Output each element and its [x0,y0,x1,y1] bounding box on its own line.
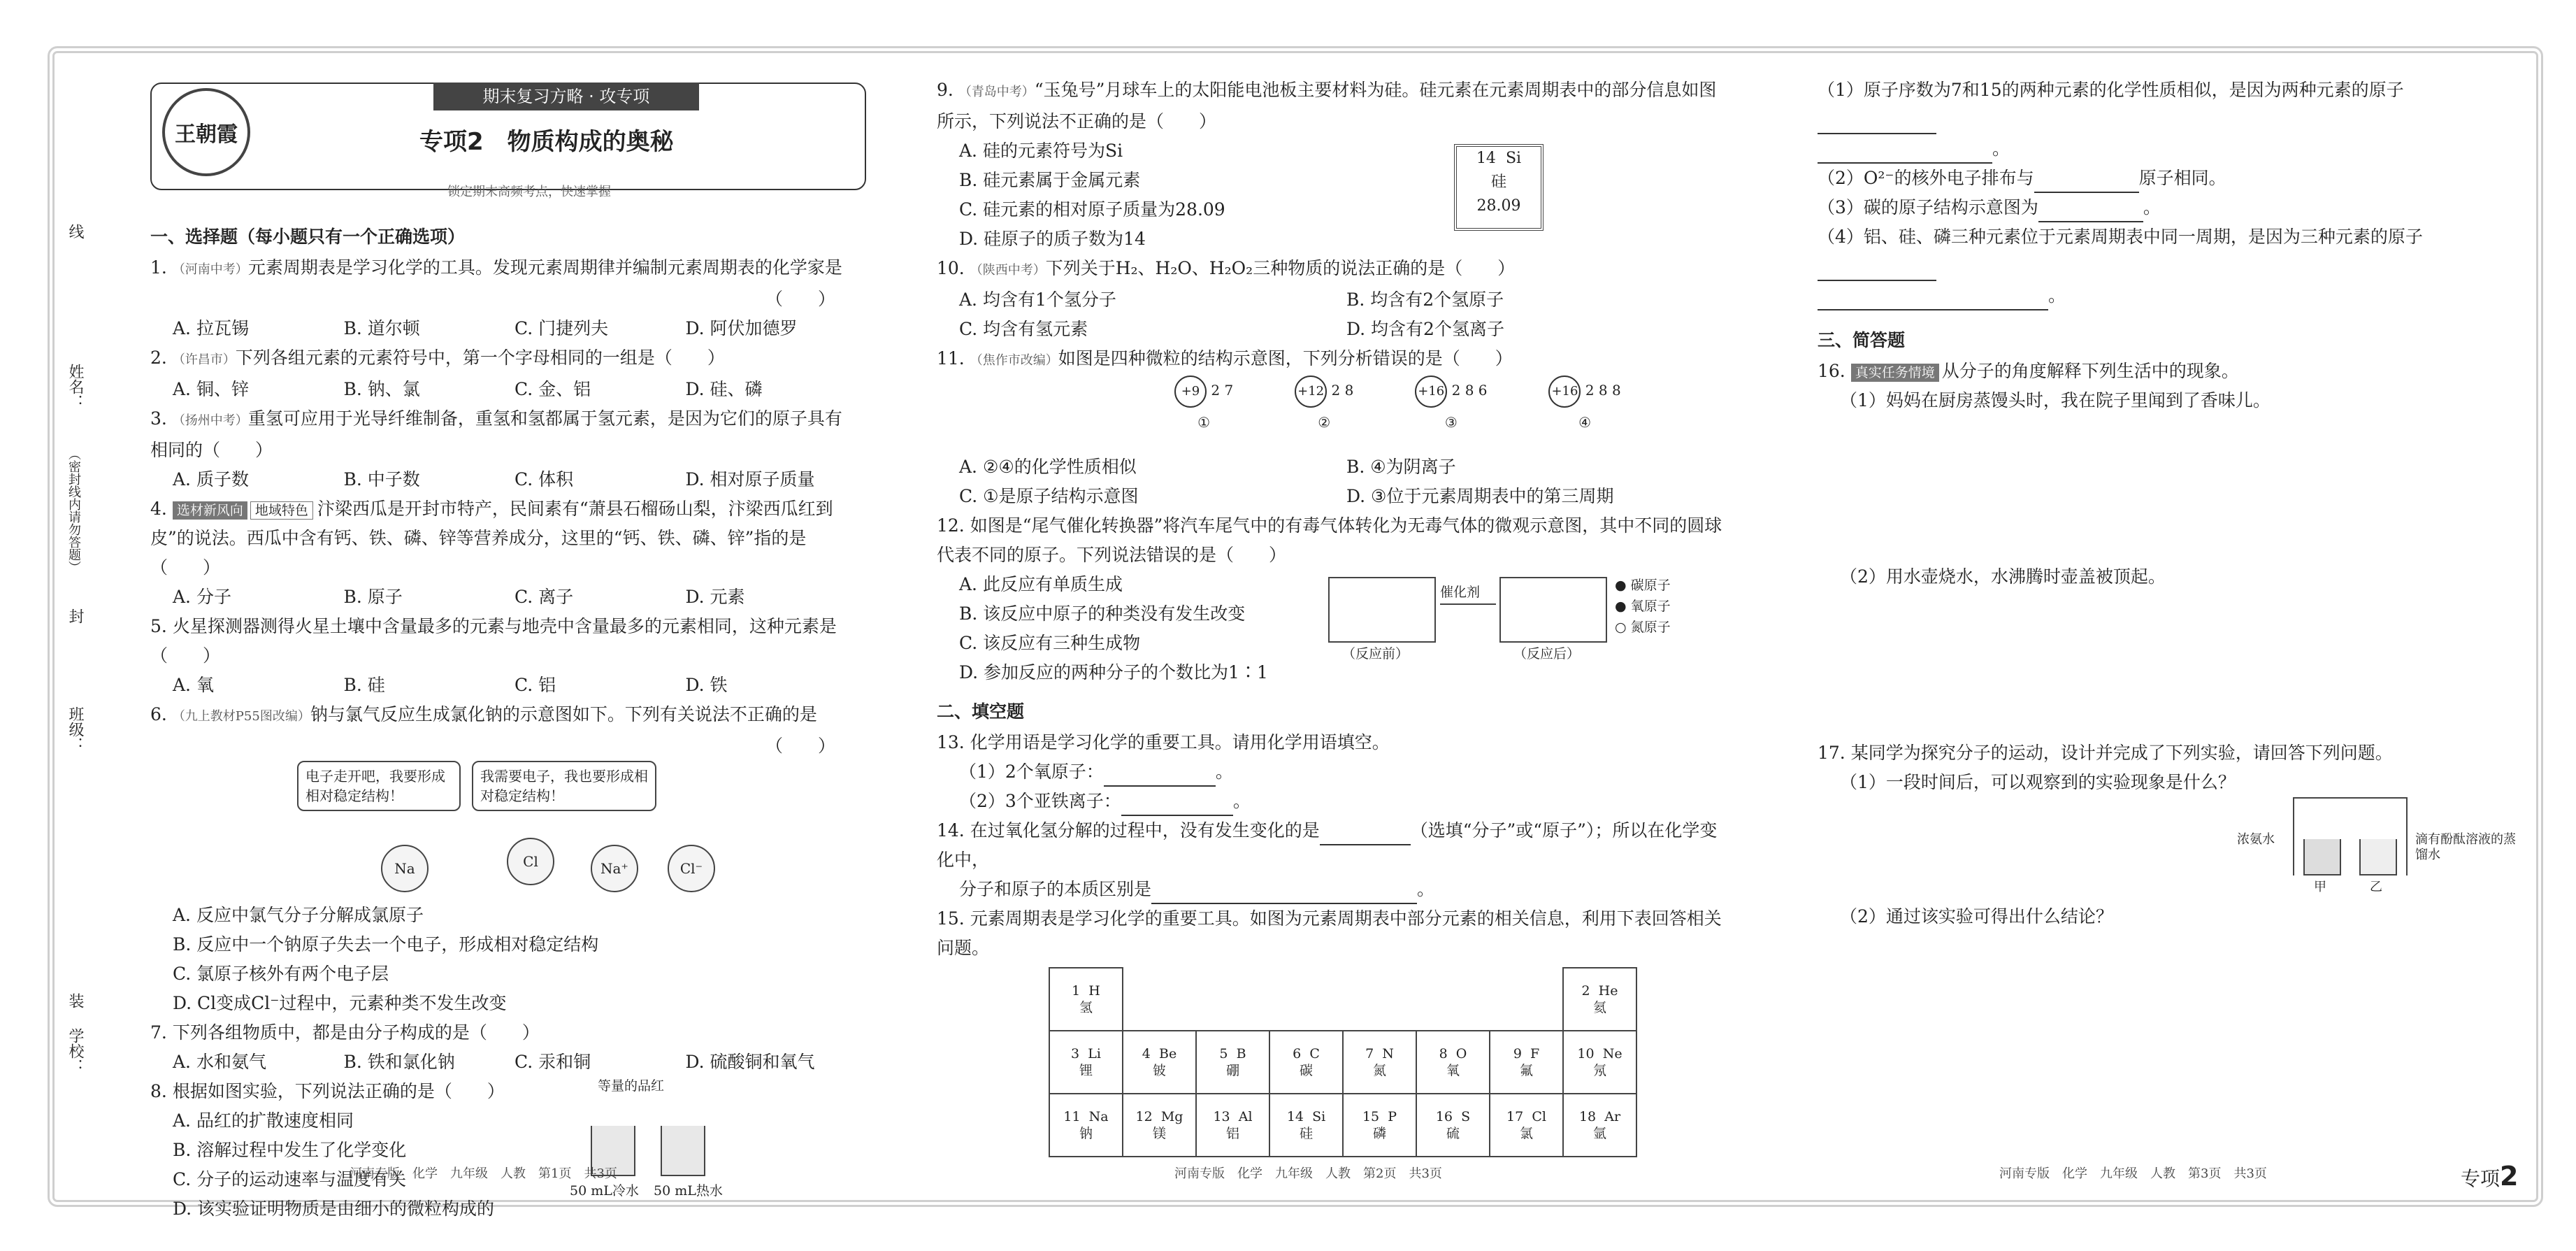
q4-option-a[interactable]: A. 分子 [173,587,231,607]
q6-option-a[interactable]: A. 反应中氯气分子分解成氯原子 [173,905,424,925]
q16-sub1: （1）妈妈在厨房蒸馒头时，我在院子里闻到了香味儿。 [1840,390,2271,410]
q17-block [1818,797,2517,902]
q6-atom-na-ion: Na⁺ [591,845,638,892]
catalyst-label: 催化剂 [1440,585,1481,600]
footer-page-1: 河南专版 化学 九年级 人教 第1页 共3页 [350,1166,617,1181]
q13-answer-1[interactable] [1104,766,1216,787]
q6-option-b[interactable]: B. 反应中一个钠原子失去一个电子，形成相对稳定结构 [173,934,599,955]
pt-cell-na: 11 Na 钠 [1049,1094,1123,1157]
pt-cell-ne: 10 Ne 氖 [1563,1031,1636,1094]
question-14: 14. 在过氧化氢分解的过程中，没有发生变化的是 （选填“分子”或“原子”）；所以在化学变化中， [937,820,1718,870]
q15-sub3-label: （3）碳的原子结构示意图为 [1818,197,2038,217]
q9-silicon-box [1454,144,1544,231]
si-number: 14 [1476,150,1496,167]
q8-text: 根据如图实验，下列说法正确的是（ ） [172,1081,505,1101]
struct-1-index: ① [1197,414,1211,431]
q1-bracket: （ ） [765,289,835,309]
q11-text: 如图是四种微粒的结构示意图，下列分析错误的是（ ） [1058,348,1513,369]
q10-option-d[interactable]: D. 均含有2个氢离子 [1346,319,1504,339]
q15-answer-1b[interactable] [1818,143,1992,164]
q3-option-a[interactable]: A. 质子数 [173,469,249,489]
q17-cup-b: 乙 [2370,880,2382,894]
q11-source: （焦作市改编） [970,353,1058,368]
q13-text: 化学用语是学习化学的重要工具。请用化学用语填空。 [970,732,1390,752]
question-4: 4. 选材新风向 地域特色 汴梁西瓜是开封市特产，民间素有“萧县石榴砀山梨，汴梁西瓜红到皮”的说法。西瓜中含有钙、铁、磷、锌等营养成分，这里的“钙、铁、磷、锌”指的是（ ） [150,499,833,578]
q15-sub4-label: （4）铝、硅、磷三种元素位于元素周期表中同一周期，是因为三种元素的原子 [1818,227,2423,247]
q7-options [150,1048,856,1077]
page-title: 专项2 物质构成的奥秘 [419,128,674,156]
q15-answer-4b[interactable] [1818,289,2048,310]
q1-options [150,314,856,343]
seal-note: （密封线内请勿答题） [66,448,81,573]
q10-text: 下列关于H₂、H₂O、H₂O₂三种物质的说法正确的是（ ） [1045,258,1516,278]
q3-source: （扬州中考） [172,413,248,428]
q14-line2: 分子和原子的本质区别是 。 [937,875,1734,904]
q11-options [937,452,1734,511]
legend-oxygen-label: 氧原子 [1630,599,1671,614]
seal-line-3: 装 [66,993,84,1008]
q2-option-c[interactable]: C. 金、铝 [515,379,591,399]
q12-option-a[interactable]: A. 此反应有单质生成 [959,574,1123,594]
pt-cell-mg: 12 Mg 镁 [1123,1094,1196,1157]
q12-text: 如图是“尾气催化转换器”将汽车尾气中的有毒气体转化为无毒气体的微观示意图，其中不同的圆球代表不同的原子。下列说法错误的是（ ） [937,515,1722,565]
q11-option-d[interactable]: D. ③位于元素周期表中的第三周期 [1346,486,1614,506]
q17-sub1: （1）一段时间后，可以观察到的实验现象是什么？ [1840,772,2236,792]
q8-option-a[interactable]: A. 品红的扩散速度相同 [173,1110,354,1131]
q15-answer-3[interactable] [2038,201,2143,222]
q8-option-c[interactable]: C. 分子的运动速率与温度有关 [173,1169,407,1189]
q13-answer-2[interactable] [1121,795,1233,816]
q8-figure [570,1077,744,1224]
struct-2-nucleus: +12 [1295,376,1327,408]
q2-source: （许昌市） [172,352,236,367]
q2-option-b[interactable]: B. 钠、氯 [343,379,420,399]
pt-cell-ar: 18 Ar 氩 [1563,1094,1636,1157]
q6-atom-na: Na [381,845,429,892]
q10-option-b[interactable]: B. 均含有2个氢原子 [1346,289,1504,310]
pt-cell-al: 13 Al 铝 [1196,1094,1269,1157]
q13-sub2: （2）3个亚铁离子： 。 [937,787,1734,816]
q9-text: “玉兔号”月球车上的太阳能电池板主要材料为硅。硅元素在元素周期表中的部分信息如图所示，下列说法不正确的是（ ） [937,80,1717,131]
q5-options [150,671,856,700]
struct-1-shells: 2 7 [1211,382,1234,399]
logo: 王朝霞 [162,88,250,176]
q6-bubble-2: 我需要电子，我也要形成相对稳定结构！ [472,761,656,811]
q15-sub4-line2: 。 [1818,281,2517,310]
q15-answer-2[interactable] [2034,172,2139,193]
q12-block [937,570,1734,687]
q12-option-c[interactable]: C. 该反应有三种生成物 [959,633,1141,653]
q7-text: 下列各组物质中，都是由分子构成的是（ ） [172,1022,540,1043]
q15-sub2 [1818,164,2517,193]
q3-options [150,465,856,494]
beaker-a [2303,839,2341,875]
pt-cell-f: 9 F 氟 [1490,1031,1563,1094]
q6-option-d[interactable]: D. Cl变成Cl⁻过程中，元素种类不发生改变 [173,993,507,1013]
reaction-arrow [1440,603,1496,605]
q8-cup2-label: 50 mL热水 [654,1183,723,1199]
school-label: 学校： [66,1028,84,1074]
pt-row-2 [1049,1031,1636,1094]
struct-2 [1295,376,1353,437]
q4-option-c[interactable]: C. 离子 [515,587,574,607]
question-12: 12. 如图是“尾气催化转换器”将汽车尾气中的有毒气体转化为无毒气体的微观示意图，其中不同的圆球代表不同的原子。下列说法错误的是（ ） [937,515,1722,565]
q12-options [937,570,1351,687]
q4-options [150,582,856,612]
q7-option-d[interactable]: D. 硫酸铜和氧气 [685,1052,815,1072]
q2-option-a[interactable]: A. 铜、锌 [173,379,249,399]
legend-carbon: ● 碳原子 [1615,578,1671,593]
struct-2-index: ② [1318,414,1331,431]
q4-tag-region: 地域特色 [250,501,313,520]
q8-cup1-label: 50 mL冷水 [570,1183,639,1199]
q15-sub2-label-b: 原子相同。 [2138,168,2226,188]
q15-sub3: （3）碳的原子结构示意图为 。 [1818,193,2517,222]
q3-option-d[interactable]: D. 相对原子质量 [685,469,815,489]
section-2-title: 二、填空题 [937,701,1025,722]
q17-cup-a: 甲 [2314,880,2326,894]
q6-atom-cl: Cl [507,838,554,885]
section-3-title: 三、简答题 [1818,330,1906,350]
question-9: 9. （青岛中考）“玉兔号”月球车上的太阳能电池板主要材料为硅。硅元素在元素周期表中的部分信息如图所示，下列说法不正确的是（ ） [937,80,1717,131]
q5-option-d[interactable]: D. 铁 [685,675,728,695]
q1-source: （河南中考） [172,262,248,277]
q14-text-1: 在过氧化氢分解的过程中，没有发生变化的是 [970,820,1320,841]
question-11: 11. （焦作市改编）如图是四种微粒的结构示意图，下列分析错误的是（ ） [937,348,1513,369]
q2-option-d[interactable]: D. 硅、磷 [685,379,763,399]
q17-text: 某同学为探究分子的运动，设计并完成了下列实验，请回答下列问题。 [1850,743,2393,763]
q17-figure [2237,797,2517,902]
periodic-table [1049,967,1637,1157]
struct-3-index: ③ [1444,414,1458,431]
q15-sub1-line2: 。 [1818,134,2517,164]
q7-option-a[interactable]: A. 水和氨气 [173,1052,266,1072]
q14-text-2: （选填“分子”或“原子”）；所以在化学变化中， [937,820,1718,870]
q9-options [937,136,1734,254]
pt-cell-cl: 17 Cl 氯 [1490,1094,1563,1157]
q7-option-c[interactable]: C. 汞和铜 [515,1052,591,1072]
q5-text: 火星探测器测得火星土壤中含量最多的元素与地壳中含量最多的元素相同，这种元素是（ ） [150,616,837,666]
q9-option-c[interactable]: C. 硅元素的相对原子质量为28.09 [959,199,1225,220]
q9-option-b[interactable]: B. 硅元素属于金属元素 [959,170,1141,190]
q15-sub1 [1818,76,2517,134]
question-5: 5. 火星探测器测得火星土壤中含量最多的元素与地壳中含量最多的元素相同，这种元素是（ ） [150,616,837,666]
question-16: 16. 真实任务情境 从分子的角度解释下列生活中的现象。 [1818,361,2239,381]
pt-cell-h: 1 H 氢 [1049,968,1123,1031]
column-1 [150,217,856,1224]
before-label: （反应前） [1342,646,1409,662]
q16-answer-area-2[interactable] [1818,592,2517,738]
column-3 [1818,76,2517,931]
q15-text: 元素周期表是学习化学的重要工具。如图为元素周期表中部分元素的相关信息，利用下表回答相关问题。 [937,908,1722,958]
struct-4-nucleus: +16 [1548,376,1581,408]
header-banner: 期末复习方略 · 攻专项 [433,83,699,110]
si-name: 硅 [1490,173,1506,191]
seal-line-2: 封 [66,608,84,624]
section-1-title: 一、选择题（每小题只有一个正确选项） [150,227,466,247]
q9-option-d[interactable]: D. 硅原子的质子数为14 [959,229,1146,249]
q10-option-c[interactable]: C. 均含有氢元素 [959,319,1088,339]
q13-sub1: （1）2个氧原子： 。 [937,757,1734,787]
q11-option-c[interactable]: C. ①是原子结构示意图 [959,486,1139,506]
q15-answer-1a[interactable] [1818,113,1936,134]
q10-source: （陕西中考） [970,263,1046,278]
question-17: 17. 某同学为探究分子的运动，设计并完成了下列实验，请回答下列问题。 [1818,743,2393,763]
before-box [1328,577,1436,643]
after-box [1499,577,1607,643]
question-2: 2. （许昌市）下列各组元素的元素符号中，第一个字母相同的一组是（ ） [150,348,725,368]
pt-cell-o: 8 O 氧 [1416,1031,1490,1094]
q4-option-b[interactable]: B. 原子 [343,587,403,607]
q15-sub4 [1818,222,2517,281]
question-6: 6. （九上教材P55图改编）钠与氯气反应生成氯化钠的示意图如下。下列有关说法不正确的是 [150,704,817,724]
q14-answer-2[interactable] [1151,883,1417,904]
name-label: 姓名： [66,364,84,410]
q1-text: 元素周期表是学习化学的工具。发现元素周期律并编制元素周期表的化学家是 [247,257,842,278]
footer-page-2: 河南专版 化学 九年级 人教 第2页 共3页 [1174,1166,1442,1181]
q16-text: 从分子的角度解释下列生活中的现象。 [1941,361,2239,381]
q12-figure [1328,570,1734,689]
q16-answer-area-1[interactable] [1818,415,2517,562]
pt-cell-he: 2 He 氦 [1563,968,1636,1031]
q13-sub2-label: （2）3个亚铁离子： [959,791,1121,811]
q1-option-b[interactable]: B. 道尔顿 [343,318,420,338]
q3-option-b[interactable]: B. 中子数 [343,469,420,489]
q17-sub2: （2）通过该实验可得出什么结论？ [1840,906,2113,927]
pt-cell-n: 7 N 氮 [1343,1031,1416,1094]
q9-source: （青岛中考） [958,85,1035,99]
q5-option-a[interactable]: A. 氧 [173,675,214,695]
question-8: 8. 根据如图实验，下列说法正确的是（ ） [150,1081,505,1101]
legend-nitrogen: ○ 氮原子 [1615,620,1671,635]
q3-text: 重氢可应用于光导纤维制备，重氢和氢都属于氢元素，是因为它们的原子具有相同的（ ） [150,408,842,460]
after-label: （反应后） [1513,646,1581,662]
pt-cell-p: 15 P 磷 [1343,1094,1416,1157]
q1-option-a[interactable]: A. 拉瓦锡 [173,318,249,338]
q6-bracket: （ ） [765,736,835,756]
q9-option-a[interactable]: A. 硅的元素符号为Si [959,141,1123,161]
q11-option-a[interactable]: A. ②④的化学性质相似 [959,457,1137,477]
pt-row-1 [1049,968,1636,1031]
q6-source: （九上教材P55图改编） [172,709,310,724]
q15-answer-4a[interactable] [1818,260,1936,281]
question-15: 15. 元素周期表是学习化学的重要工具。如图为元素周期表中部分元素的相关信息，利用下表回答相关问题。 [937,908,1722,958]
question-13: 13. 化学用语是学习化学的重要工具。请用化学用语填空。 [937,732,1390,752]
q4-option-d[interactable]: D. 元素 [685,587,745,607]
q8-option-d[interactable]: D. 该实验证明物质是由细小的微粒构成的 [173,1199,495,1219]
question-1: 1. （河南中考）元素周期表是学习化学的工具。发现元素周期律并编制元素周期表的化学家是 [150,257,842,278]
q6-atom-cl-ion: Cl⁻ [668,845,715,892]
pt-cell-si: 14 Si 硅 [1269,1094,1343,1157]
struct-3-nucleus: +16 [1415,376,1447,408]
pt-cell-li: 3 Li 锂 [1049,1031,1123,1094]
q1-option-d[interactable]: D. 阿伏加德罗 [685,318,798,338]
legend-carbon-label: 碳原子 [1630,578,1671,593]
q14-answer-1[interactable] [1320,824,1411,845]
corner-number: 2 [2500,1161,2519,1192]
column-2 [937,76,1734,1157]
q15-sub1-label: （1）原子序数为7和15的两种元素的化学性质相似，是因为两种元素的原子 [1818,80,2404,100]
legend-oxygen: ● 氧原子 [1615,599,1671,614]
q12-option-b[interactable]: B. 该反应中原子的种类没有发生改变 [959,603,1246,624]
q6-options [150,901,856,1018]
pt-cell-s: 16 S 硫 [1416,1094,1490,1157]
beaker-hot [661,1126,705,1176]
pt-row-3 [1049,1094,1636,1157]
page-subtitle: 锁定期末高频考点，快速掌握 [447,185,611,199]
q8-fig-label: 等量的品红 [598,1078,665,1094]
q1-option-c[interactable]: C. 门捷列夫 [515,318,609,338]
class-label: 班级： [66,706,84,752]
corner-label [2461,1161,2518,1192]
q4-text: 汴梁西瓜是开封市特产，民间素有“萧县石榴砀山梨，汴梁西瓜红到皮”的说法。西瓜中含有钙、铁、磷、锌等营养成分，这里的“钙、铁、磷、锌”指的是（ ） [150,499,833,578]
footer-page-3: 河南专版 化学 九年级 人教 第3页 共3页 [1999,1166,2267,1181]
q2-text: 下列各组元素的元素符号中，第一个字母相同的一组是（ ） [235,348,725,368]
beaker-b [2359,839,2397,875]
si-mass: 28.09 [1476,197,1521,215]
q10-options [937,285,1734,344]
q2-options [150,375,856,404]
q11-figure [937,376,1734,452]
q16-tag: 真实任务情境 [1851,364,1939,382]
q13-sub1-label: （1）2个氧原子： [959,762,1104,782]
q5-option-b[interactable]: B. 硅 [343,675,385,695]
q5-option-c[interactable]: C. 铝 [515,675,556,695]
q6-bubble-1: 电子走开吧，我要形成相对稳定结构！ [297,761,461,811]
q6-option-c[interactable]: C. 氯原子核外有两个电子层 [173,964,389,984]
q6-text: 钠与氯气反应生成氯化钠的示意图如下。下列有关说法不正确的是 [310,704,817,724]
q17-lab2: 滴有酚酞溶液的蒸馏水 [2415,832,2516,862]
struct-4-shells: 2 8 8 [1585,382,1621,399]
pt-cell-be: 4 Be 铍 [1123,1031,1196,1094]
struct-3 [1415,376,1487,437]
pt-cell-c: 6 C 碳 [1269,1031,1343,1094]
legend-nitrogen-label: 氮原子 [1630,620,1671,635]
q6-figure [150,761,856,901]
q8-option-b[interactable]: B. 溶解过程中发生了化学变化 [173,1140,407,1160]
seal-line-1: 线 [66,224,84,239]
question-7: 7. 下列各组物质中，都是由分子构成的是（ ） [150,1022,540,1043]
question-10: 10. （陕西中考）下列关于H₂、H₂O、H₂O₂三种物质的说法正确的是（ ） [937,258,1516,278]
q4-tag-new: 选材新风向 [173,501,247,520]
struct-2-shells: 2 8 [1331,382,1354,399]
struct-1 [1174,376,1233,437]
si-symbol: Si [1505,150,1522,167]
q15-sub2-label-a: （2）O²⁻的核外电子排布与 [1818,168,2034,188]
q11-option-b[interactable]: B. ④为阴离子 [1346,457,1456,477]
q14-text-3: 分子和原子的本质区别是 [959,879,1152,899]
struct-1-nucleus: +9 [1174,376,1207,408]
q16-sub2: （2）用水壶烧水，水沸腾时壶盖被顶起。 [1840,566,2166,587]
q10-option-a[interactable]: A. 均含有1个氢分子 [959,289,1116,310]
q12-option-d[interactable]: D. 参加反应的两种分子的个数比为1∶1 [959,662,1268,682]
question-3: 3. （扬州中考）重氢可应用于光导纤维制备，重氢和氢都属于氢元素，是因为它们的原子具有相同的（ ） [150,408,842,460]
struct-4-index: ④ [1578,414,1592,431]
q17-lab1: 浓氨水 [2237,832,2275,847]
struct-3-shells: 2 8 6 [1451,382,1488,399]
corner-label-text: 专项 [2461,1167,2501,1190]
q3-option-c[interactable]: C. 体积 [515,469,574,489]
pt-cell-b: 5 B 硼 [1196,1031,1269,1094]
struct-4 [1548,376,1620,437]
q7-option-b[interactable]: B. 铁和氯化钠 [343,1052,455,1072]
